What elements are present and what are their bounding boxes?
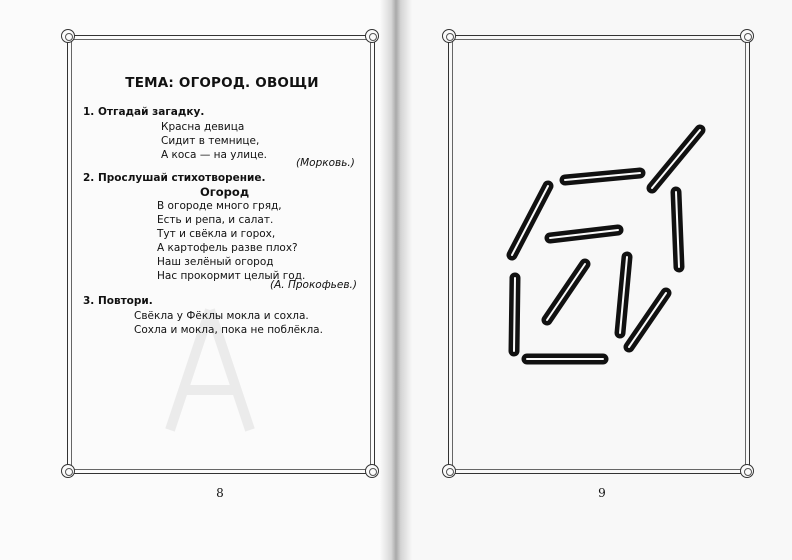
frame-corner-ornament	[442, 29, 456, 43]
counting-stick	[565, 173, 640, 180]
frame-corner-ornament	[61, 29, 75, 43]
counting-stick	[547, 264, 585, 320]
poem-title: Огород	[200, 185, 250, 199]
frame-corner-ornament	[442, 464, 456, 478]
frame-corner-ornament	[365, 29, 379, 43]
frame-corner-ornament	[61, 464, 75, 478]
poem-author: (А. Прокофьев.)	[270, 279, 357, 291]
frame-corner-ornament	[740, 29, 754, 43]
riddle-line: Сидит в темнице,	[161, 135, 260, 147]
tongue-twister-line: Сохла и мокла, пока не поблёкла.	[134, 324, 323, 336]
page-title: ТЕМА: ОГОРОД. ОВОЩИ	[125, 75, 319, 91]
page-number: 8	[216, 486, 224, 500]
task-1-heading: 1. Отгадай загадку.	[83, 106, 205, 118]
tongue-twister-line: Свёкла у Фёклы мокла и сохла.	[134, 310, 309, 322]
counting-stick	[652, 130, 700, 188]
poem-line: Тут и свёкла и горох,	[157, 228, 276, 240]
frame-corner-ornament	[365, 464, 379, 478]
counting-stick	[620, 257, 627, 333]
task-3-heading: 3. Повтори.	[83, 295, 153, 307]
counting-sticks-figure	[448, 35, 748, 472]
riddle-line: А коса — на улице.	[161, 149, 267, 161]
counting-stick	[550, 230, 618, 238]
riddle-answer: (Морковь.)	[296, 157, 355, 169]
page-number: 9	[598, 486, 606, 500]
poem-line: Есть и репа, и салат.	[157, 214, 274, 226]
counting-stick	[629, 293, 666, 347]
riddle-line: Красна девица	[161, 121, 245, 133]
poem-line: В огороде много гряд,	[157, 200, 282, 212]
counting-stick	[512, 186, 548, 255]
poem-line: Нас прокормит целый год.	[157, 270, 306, 282]
frame-corner-ornament	[740, 464, 754, 478]
poem-line: А картофель разве плох?	[157, 242, 298, 254]
book-spine	[380, 0, 412, 560]
counting-stick	[676, 192, 679, 267]
poem-line: Наш зелёный огород	[157, 256, 274, 268]
counting-stick	[514, 278, 515, 351]
task-2-heading: 2. Прослушай стихотворение.	[83, 172, 266, 184]
